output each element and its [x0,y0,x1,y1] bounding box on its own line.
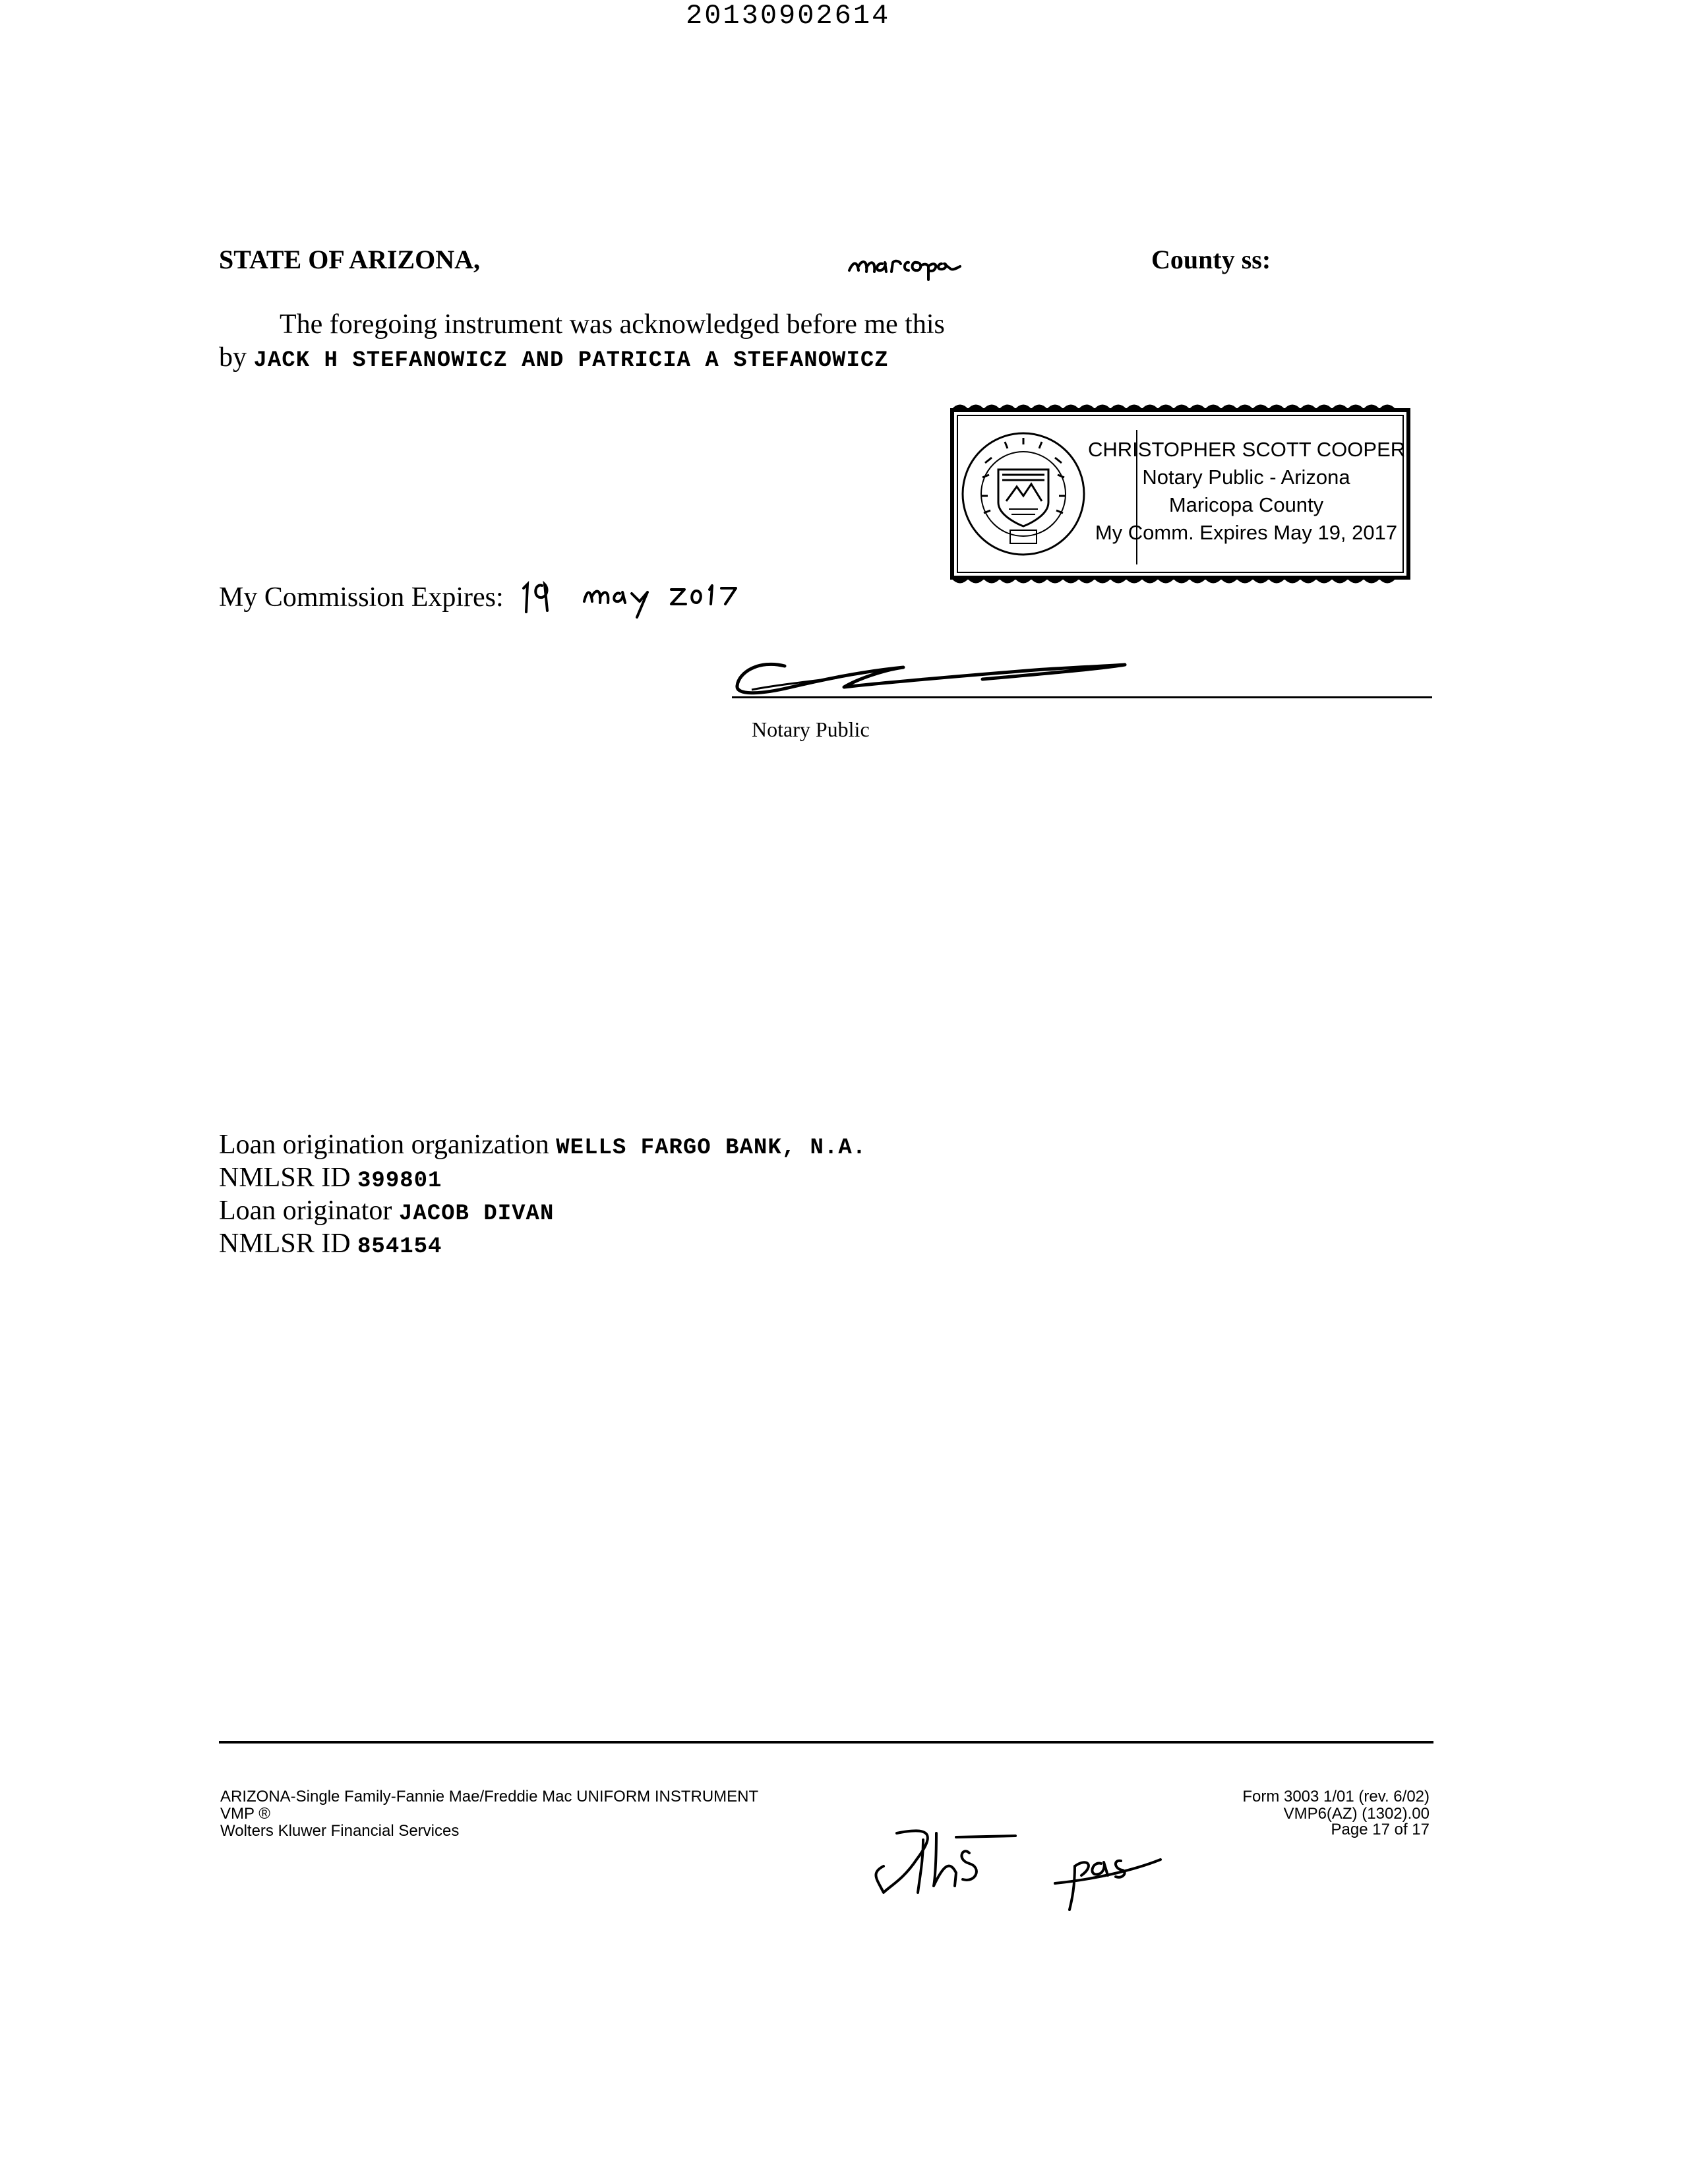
organization-nmlsr-id [219,1162,442,1194]
county-label: County ss: [1151,245,1271,274]
originator-label: Loan originator [219,1196,392,1226]
acknowledgment-text: The foregoing instrument was acknowledged before me this [280,309,945,340]
footer-publisher: Wolters Kluwer Financial Services [220,1822,460,1840]
county-handwritten [844,241,1029,291]
notary-signature-line [732,696,1432,698]
footer-vmp: VMP ® [220,1805,270,1823]
signers-line [219,342,889,373]
footer-instrument-title: ARIZONA-Single Family-Fannie Mae/Freddie Mac UNIFORM INSTRUMENT [220,1788,759,1805]
footer-page-number: Page 17 of 17 [1331,1821,1430,1838]
loan-org-value: WELLS FARGO BANK, N.A. [556,1136,867,1161]
handwritten-initials [857,1820,1174,1916]
state-seal-icon [963,433,1084,555]
loan-org-label: Loan origination organization [219,1130,549,1160]
notary-signature [732,653,1141,709]
nmlsr-label: NMLSR ID [219,1228,351,1259]
originator-nmlsr-value: 854154 [357,1234,442,1259]
notary-name: CHRISTOPHER SCOTT COOPER [1088,438,1406,461]
originator-value: JACOB DIVAN [398,1201,555,1227]
notary-title: Notary Public - Arizona [1142,466,1350,489]
footer-rule [219,1741,1433,1744]
commission-date-handwritten [518,570,769,626]
loan-originator [219,1195,554,1227]
notary-public-label: Notary Public [752,717,870,741]
notary-expiration: My Comm. Expires May 19, 2017 [1095,521,1398,544]
org-nmlsr-value: 399801 [357,1168,442,1194]
loan-origination-organization [219,1129,866,1161]
notary-county: Maricopa County [1168,493,1324,516]
footer-form-number: Form 3003 1/01 (rev. 6/02) [1242,1788,1430,1805]
by-prefix: by [219,342,247,373]
signer-names: JACK H STEFANOWICZ AND PATRICIA A STEFANOWICZ [253,348,889,373]
originator-nmlsr-id [219,1228,442,1259]
document-number: 20130902614 [686,0,891,32]
notary-stamp [946,404,1415,584]
nmlsr-label: NMLSR ID [219,1163,351,1193]
commission-expires-label: My Commission Expires: [219,582,504,613]
state-label: STATE OF ARIZONA, [219,245,480,274]
footer-vmp-code: VMP6(AZ) (1302).00 [1283,1805,1430,1823]
